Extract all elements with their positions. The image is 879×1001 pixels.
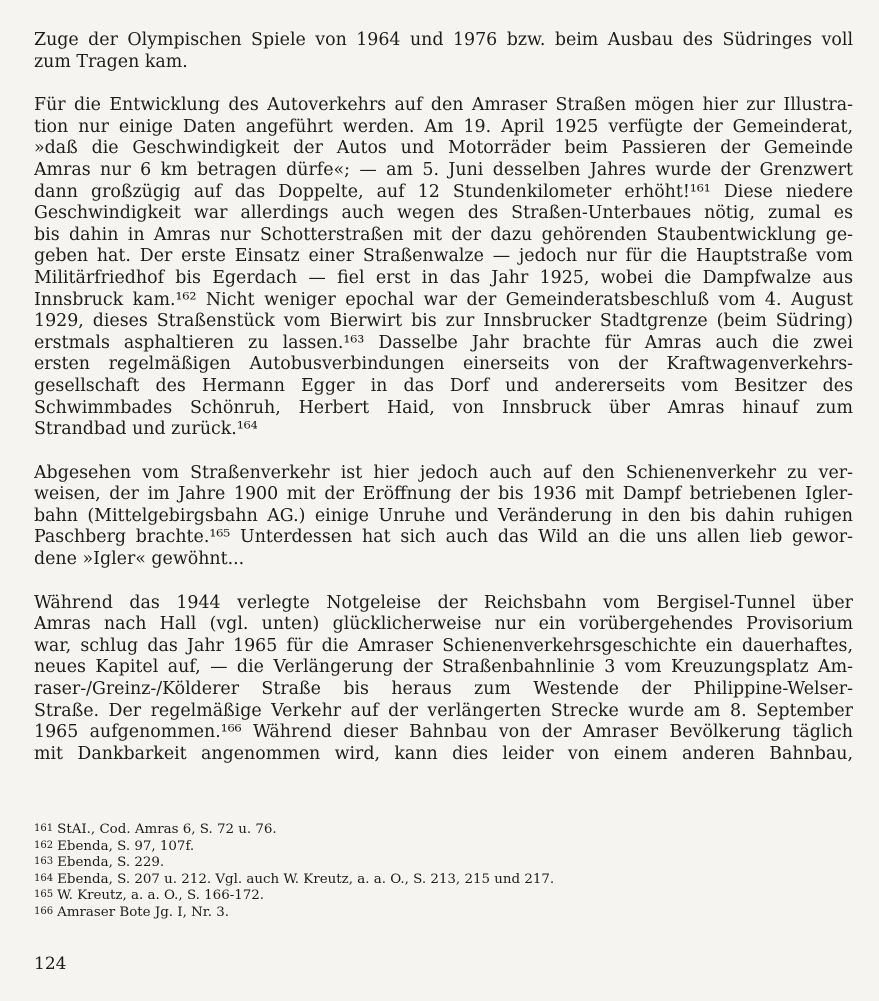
body-text xyxy=(34,30,853,765)
footnote xyxy=(34,872,554,889)
text-line: dene »Igler« gewöhnt... xyxy=(34,549,245,570)
text-line: erstmals asphaltieren zu lassen.¹⁶³ Dasselbe Jahr brachte für Amras auch die zwei xyxy=(34,332,853,353)
footnote xyxy=(34,822,554,839)
text-line: Amras nur 6 km betragen dürfe«; — am 5. Juni desselben Jahres wurde der Grenzwert xyxy=(34,159,853,180)
footnote xyxy=(34,855,554,872)
text-line: Amras nach Hall (vgl. unten) glücklicherweise nur ein vorübergehendes Provisorium xyxy=(34,614,853,635)
text-line: war, schlug das Jahr 1965 für die Amraser Schienenverkehrsgeschichte ein dauerhaftes, xyxy=(34,635,853,656)
footnote-text: Ebenda, S. 97, 107f. xyxy=(57,838,195,854)
text-line: geben hat. Der erste Einsatz einer Straßenwalze — jedoch nur für die Hauptstraße vom xyxy=(34,246,853,267)
text-line: raser-/Greinz-/Kölderer Straße bis heraus zum Westende der Philippine-Welser- xyxy=(34,679,853,700)
paragraph-2 xyxy=(34,95,853,441)
footnote-number: 163 xyxy=(34,856,54,868)
footnote-number: 161 xyxy=(34,823,54,834)
footnote-text: Ebenda, S. 207 u. 212. Vgl. auch W. Kreutz, a. a. O., S. 213, 215 und 217. xyxy=(57,871,555,887)
text-line: mit Dankbarkeit angenommen wird, kann dies leider von einem anderen Bahnbau, xyxy=(34,743,853,764)
footnote-number: 165 xyxy=(34,889,54,901)
footnote-text: Amraser Bote Jg. I, Nr. 3. xyxy=(57,904,230,920)
text-line: 1965 aufgenommen.¹⁶⁶ Während dieser Bahnbau von der Amraser Bevölkerung täglich xyxy=(34,722,853,743)
text-line: dann großzügig auf das Doppelte, auf 12 Stundenkilometer erhöht!¹⁶¹ Diese niedere xyxy=(34,181,853,202)
footnote-text: StAI., Cod. Amras 6, S. 72 u. 76. xyxy=(57,822,277,837)
text-line: Für die Entwicklung des Autoverkehrs auf den Amraser Straßen mögen hier zur Illustra- xyxy=(34,95,853,116)
text-line: weisen, der im Jahre 1900 mit der Eröffnung der bis 1936 mit Dampf betriebenen Igler- xyxy=(34,484,853,505)
text-line: neues Kapitel auf, — die Verlängerung der Straßenbahnlinie 3 vom Kreuzungsplatz Am- xyxy=(34,657,853,678)
text-line: Geschwindigkeit war allerdings auch wegen des Straßen-Unterbaues nötig, zumal es xyxy=(34,203,853,224)
footnotes xyxy=(34,822,554,922)
text-line: Militärfriedhof bis Egerdach — fiel erst in das Jahr 1925, wobei die Dampfwalze aus xyxy=(34,267,853,288)
text-line: ersten regelmäßigen Autobusverbindungen einerseits von der Kraftwagenverkehrs- xyxy=(34,354,853,375)
paragraph-1 xyxy=(34,30,853,73)
text-line: Zuge der Olympischen Spiele von 1964 und 1976 bzw. beim Ausbau des Südringes voll xyxy=(34,30,853,50)
text-line: Schwimmbades Schönruh, Herbert Haid, von Innsbruck über Amras hinauf zum xyxy=(34,397,853,418)
text-line: bahn (Mittelgebirgsbahn AG.) einige Unruhe und Veränderung in den bis dahin ruhigen xyxy=(34,505,853,526)
text-line: Straße. Der regelmäßige Verkehr auf der verlängerten Strecke wurde am 8. September xyxy=(34,700,853,721)
footnote-number: 162 xyxy=(34,839,54,851)
paragraph-4 xyxy=(34,593,853,766)
page-number: 124 xyxy=(34,954,67,974)
footnote xyxy=(34,839,554,856)
text-line: zum Tragen kam. xyxy=(34,51,188,72)
footnote-number: 164 xyxy=(34,872,54,884)
text-line: bis dahin in Amras nur Schotterstraßen mit der dazu gehörenden Staubentwicklung ge- xyxy=(34,224,853,245)
text-line: »daß die Geschwindigkeit der Autos und Motorräder beim Passieren der Gemeinde xyxy=(34,138,853,159)
text-line: Paschberg brachte.¹⁶⁵ Unterdessen hat sich auch das Wild an die uns allen lieb gewor- xyxy=(34,527,853,548)
text-line: Abgesehen vom Straßenverkehr ist hier jedoch auch auf den Schienenverkehr zu ver- xyxy=(34,462,853,483)
text-line: Während das 1944 verlegte Notgeleise der Reichsbahn vom Bergisel-Tunnel über xyxy=(34,592,853,613)
paragraph-3 xyxy=(34,463,853,571)
text-line: 1929, dieses Straßenstück vom Bierwirt bis zur Innsbrucker Stadtgrenze (beim Südring) xyxy=(34,311,853,332)
footnote-text: W. Kreutz, a. a. O., S. 166-172. xyxy=(57,888,265,904)
text-line: Strandbad und zurück.¹⁶⁴ xyxy=(34,419,258,440)
text-line: gesellschaft des Hermann Egger in das Dorf und andererseits vom Besitzer des xyxy=(34,375,853,396)
footnote xyxy=(34,888,554,905)
text-line: Innsbruck kam.¹⁶² Nicht weniger epochal war der Gemeinderatsbeschluß vom 4. August xyxy=(34,289,853,310)
footnote-number: 166 xyxy=(34,905,54,917)
footnote xyxy=(34,905,554,922)
text-line: tion nur einige Daten angeführt werden. Am 19. April 1925 verfügte der Gemeinderat, xyxy=(34,116,853,137)
footnote-text: Ebenda, S. 229. xyxy=(57,855,165,871)
